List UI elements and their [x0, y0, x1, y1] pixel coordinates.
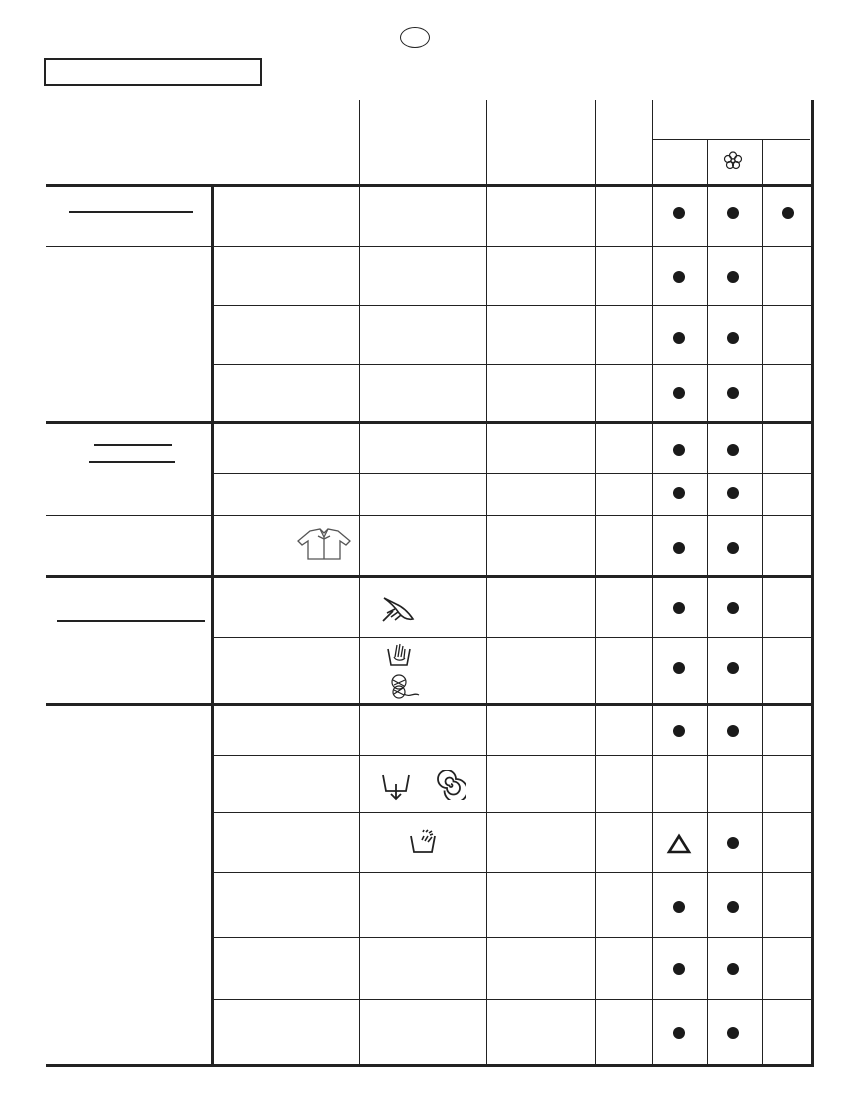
column-rule-thick	[211, 184, 214, 1067]
dot-icon	[727, 271, 739, 283]
dot-icon	[673, 487, 685, 499]
table-rule	[212, 473, 812, 474]
feather-icon	[381, 595, 415, 625]
dot-icon	[673, 387, 685, 399]
table-rule	[212, 305, 812, 306]
table-rule	[212, 755, 812, 756]
group-heading-underline	[69, 211, 193, 213]
dot-icon	[673, 725, 685, 737]
table-rule	[212, 937, 812, 938]
column-rule	[652, 100, 653, 1064]
table-rule	[212, 999, 812, 1000]
dot-icon	[673, 602, 685, 614]
dot-icon	[727, 963, 739, 975]
table-rule	[46, 246, 812, 247]
dot-icon	[673, 271, 685, 283]
table-rule-thick	[46, 703, 814, 706]
dot-icon	[727, 542, 739, 554]
dot-icon	[727, 901, 739, 913]
column-rule	[486, 100, 487, 1067]
spin-icon	[436, 770, 466, 800]
group-heading-underline	[57, 620, 205, 622]
column-rule-thick	[811, 100, 814, 1067]
table-rule-thick	[46, 575, 814, 578]
table-rule	[212, 872, 812, 873]
dot-icon	[673, 332, 685, 344]
flower-icon	[722, 150, 744, 172]
column-rule	[359, 100, 360, 1067]
dot-icon	[727, 387, 739, 399]
dot-icon	[727, 725, 739, 737]
dot-icon	[727, 837, 739, 849]
wool-icon	[388, 672, 420, 700]
table-rule	[212, 364, 812, 365]
dot-icon	[673, 207, 685, 219]
column-rule	[762, 139, 763, 1064]
dot-icon	[727, 602, 739, 614]
table-rule	[46, 515, 812, 516]
column-rule	[707, 139, 708, 1064]
table-rule	[652, 139, 810, 140]
dot-icon	[673, 542, 685, 554]
dot-icon	[727, 662, 739, 674]
dot-icon	[673, 662, 685, 674]
rinse-icon	[409, 826, 439, 856]
group-heading-underline	[89, 461, 175, 463]
table-rule-thick	[46, 421, 814, 424]
dot-icon	[673, 901, 685, 913]
table-rule	[212, 637, 812, 638]
dot-icon	[673, 1027, 685, 1039]
dot-icon	[727, 332, 739, 344]
triangle-icon	[666, 833, 692, 855]
group-heading-underline	[94, 444, 172, 446]
table-rule-thick	[46, 184, 814, 187]
dot-icon	[727, 207, 739, 219]
dot-icon	[727, 487, 739, 499]
dot-icon	[727, 444, 739, 456]
dot-icon	[673, 963, 685, 975]
dot-icon	[673, 444, 685, 456]
language-badge	[400, 27, 430, 48]
table-rule	[212, 812, 812, 813]
shirt-icon	[296, 527, 352, 561]
hand-wash-icon	[386, 641, 412, 669]
column-rule	[595, 100, 596, 1064]
dot-icon	[782, 207, 794, 219]
dot-icon	[727, 1027, 739, 1039]
section-title-box	[44, 58, 262, 86]
drain-icon	[381, 772, 411, 802]
table-rule-thick	[46, 1064, 814, 1067]
